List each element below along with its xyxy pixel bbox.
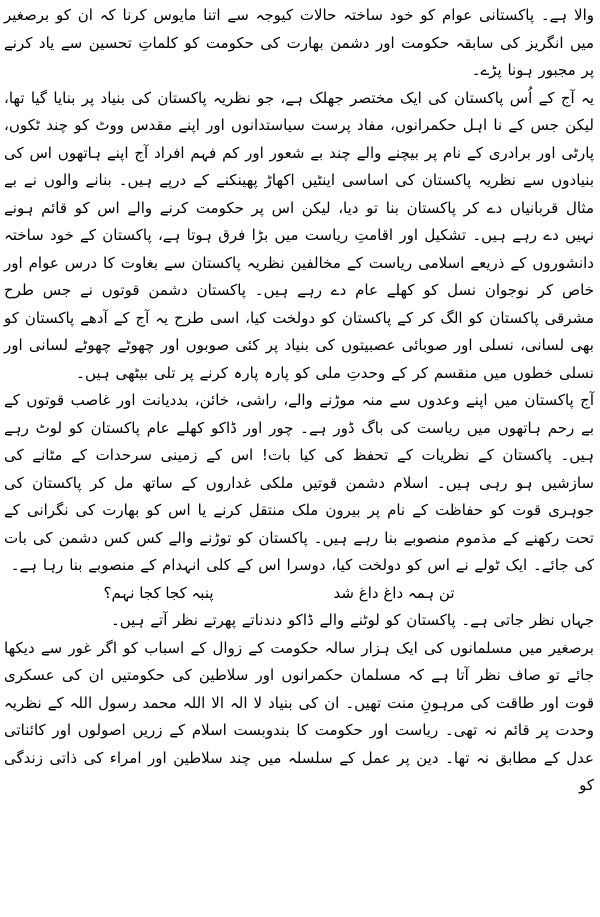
verse-second-line: پنبہ کجا کجا نہم؟ xyxy=(103,583,214,602)
paragraph-5: برصغیر میں مسلمانوں کی ایک ہزار سالہ حکومت کے زوال کے اسباب کو اگر غور سے دیکھا جائے تو صاف نظر آتا ہے کہ مسلمان حکمرانوں اور سلاطین کی حکومتیں ان کی عسکری قوت اور طاقت کی مرہونِ منت تھیں۔ ان کی بنیاد لا الہ الا اللہ محمد رسول اللہ کے نظریہ وحدت پر قائم نہ تھی۔ ریاست اور حکومت کا بندوبست اسلام کے زریں اصولوں اور کائناتی عدل کے مطابق نہ تھا۔ دین پر عمل کے سلسلہ میں چند سلاطین اور امراء کی ذاتی زندگی کو xyxy=(4,638,594,794)
paragraph-1: والا ہے۔ پاکستانی عوام کو خود ساختہ حالات کیوجہ سے اتنا مایوس کرنا کہ ان کو برصغیر میں انگریز کی سابقہ حکومت اور دشمن بھارت کی حکومت کو کلماتِ تحسین سے یاد کرنے پر مجبور ہونا پڑے۔ xyxy=(4,6,594,79)
verse-first-line: تن ہمہ داغ داغ شد xyxy=(333,583,455,602)
paragraph-3: آج پاکستان میں اپنے وعدوں سے منہ موڑنے والے، راشی، خائن، بددیانت اور غاصب قوتوں کے بے رحم ہاتھوں میں ریاست کی باگ ڈور ہے۔ چور اور ڈاکو کھلے عام پاکستان کو لوٹ رہے ہیں۔ پاکستان کے نظریات کے تحفظ کی کیا بات! اس کے زمینی سرحدات کے مٹانے کی سازشیں ہو رہی ہیں۔ اسلام دشمن قوتیں ملکی غداروں کے ساتھ مل کر پاکستان کی جوہری قوت کو حفاظت کے نام پر بیرون ملک منتقل کرنے یا اس کو بھارت کی نگرانی کے تحت رکھنے کے مذموم منصوبے بنا رہے ہیں۔ پاکستان کو توڑنے والے کس کس دشمن کی بات کی جائے۔ ایک ٹولے نے اس کو دولخت کیا، دوسرا اس کے کلی انہدام کے منصوبے بنا رہا ہے۔ xyxy=(4,391,594,574)
paragraph-4: جہاں نظر جاتی ہے۔ پاکستان کو لوٹنے والے ڈاکو دندناتے پھرتے نظر آتے ہیں۔ xyxy=(110,611,594,629)
paragraph-2: یہ آج کے اُس پاکستان کی ایک مختصر جھلک ہے، جو نظریہ پاکستان کی بنیاد پر بنایا گیا تھا، لیکن جس کے نا اہل حکمرانوں، مفاد پرست سیاستدانوں اور اپنے مقدس ووٹ کو چند ٹکوں، پارٹی اور برادری کے نام پر بیچنے والے چند بے شعور اور کم فہم افراد آج اپنے ہاتھوں اس کی بنیادوں سے نظریہ پاکستان کی اساسی اینٹیں اکھاڑ پھینکنے کے درپے ہیں۔ بنانے والوں نے بے مثال قربانیاں دے کر پاکستان بنا تو دیا، لیکن اس پر حکومت کرنے والے اس کو قائم ہونے نہیں دے رہے ہیں۔ تشکیل اور اقامتِ ریاست میں بڑا فرق ہوتا ہے، پاکستان کے خود ساختہ دانشوروں کے ذریعے اسلامی ریاست کے مخالفین نظریہ پاکستان سے بغاوت کا درس عوام اور خاص کر نوجوان نسل کو کھلے عام دے رہے ہیں۔ پاکستان دشمن قوتوں نے جس طرح مشرقی پاکستان کو الگ کر کے پاکستان کو دولخت کیا، اسی طرح یہ آج کے آدھے پاکستان کو بھی لسانی، نسلی اور صوبائی عصبیتوں کی بنیاد پر کئی صوبوں اور چھوٹے چھوٹے لسانی اور نسلی خطوں میں منقسم کر کے وحدتِ ملی کو پارہ پارہ کرنے پر تلی بیٹھی ہیں۔ xyxy=(4,88,594,382)
verse-couplet xyxy=(4,580,594,608)
